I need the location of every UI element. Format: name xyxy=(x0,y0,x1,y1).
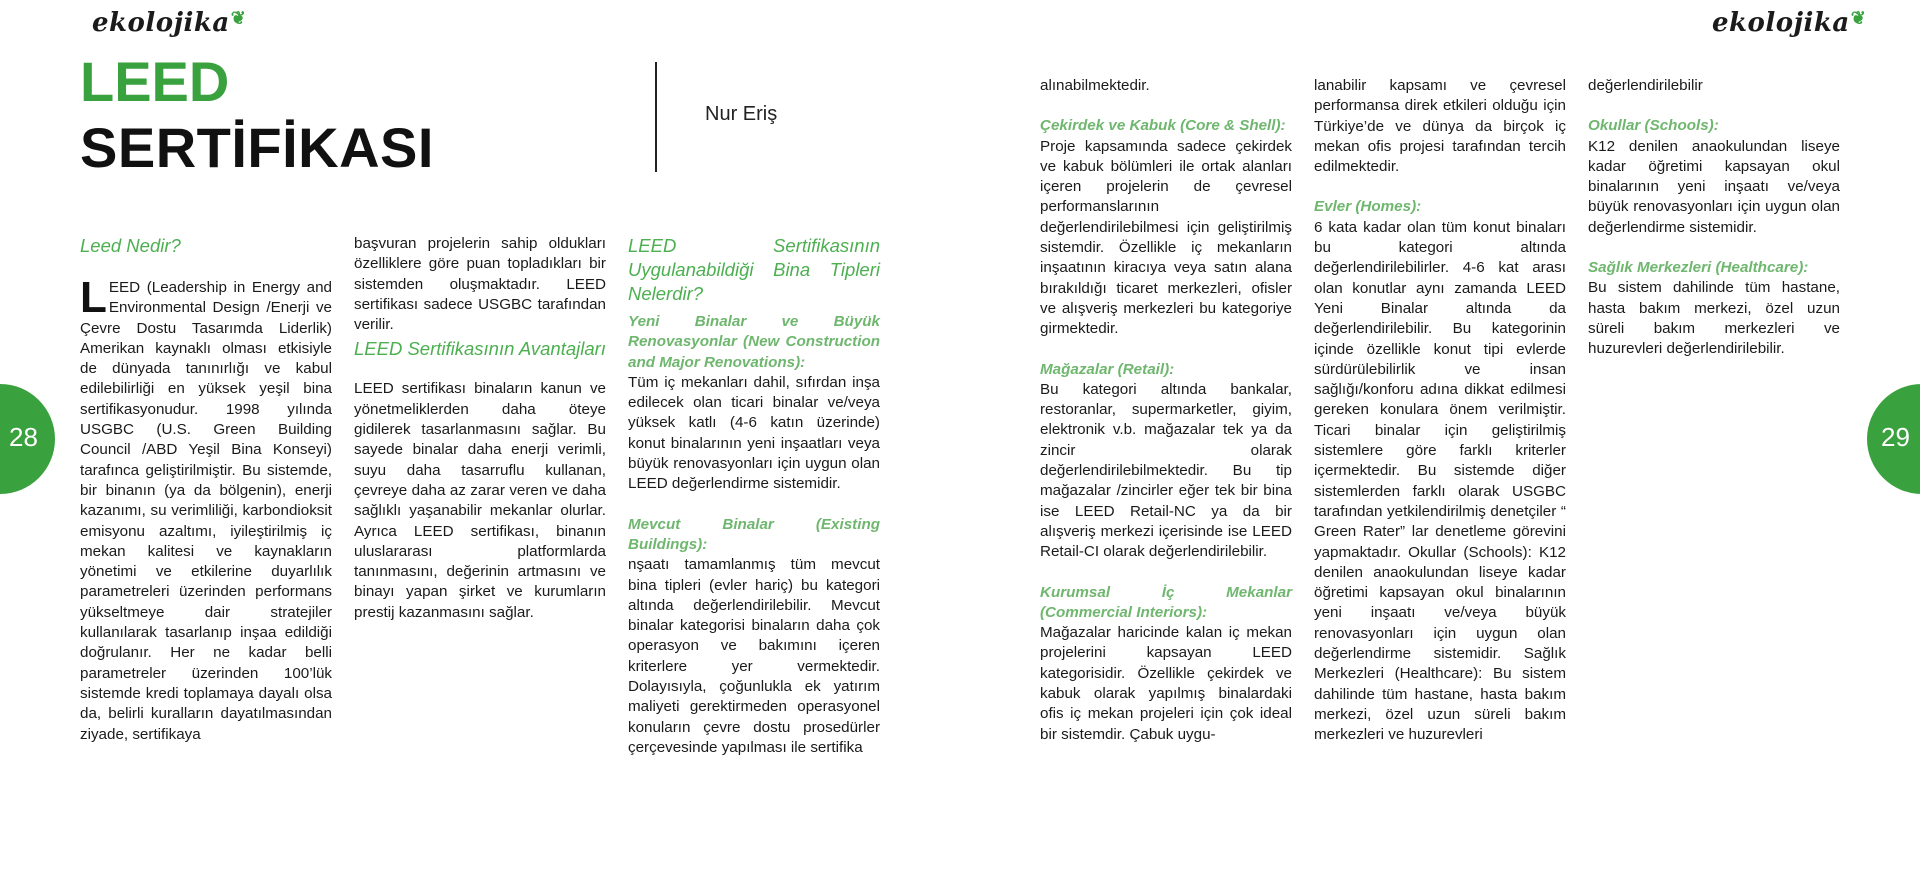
paragraph: 6 kata kadar olan tüm konut binaları bu kategori altında değerlendirilebilirler. 4-6 kat arası olan konutlar aynı zamanda LEED Yeni Binalar altında da değerlendirilebilir. Bu kategorinin içinde özellikle konut tipi evlerde sürdürülebilirlik ve insan sağlığı/konforu adına dikkat edilmesi gereken konulara önem verilmiştir. Ticari binalar için geliştirilmiş sistemlere göre farklı kriterler içermektedir. Bu sistemde diğer sistemlerden farklı olarak USGBC tarafından yetkilendirilmiş denetçiler “ Green Rater” lar denetleme görevini yapmaktadır. Okullar (Schools): K12 denilen anaokulundan liseye kadar öğretimi kapsayan okul binalarının yeni inşaatı ve/veya büyük renovasyonları için uygun olan değerlendirme sistemidir. Sağlık Merkezleri (Healthcare): Bu sistem dahilinde tüm hastane, hasta bakım merkezi, özel uzun süreli bakım merkezleri ve huzurevleri xyxy=(1314,218,1566,744)
section-heading: LEED Sertifikasının Uygulanabildiği Bina Tipleri Nelerdir? xyxy=(628,235,880,304)
paragraph: alınabilmektedir. xyxy=(1040,77,1150,94)
author: Nur Eriş xyxy=(705,103,778,125)
section-heading: LEED Sertifikasının Avantajları xyxy=(354,338,606,360)
title-line1: LEED xyxy=(80,50,230,113)
subheading: Okullar (Schools): xyxy=(1588,117,1719,135)
column-4 xyxy=(1040,76,1292,745)
paragraph: Proje kapsamında sadece çekirdek ve kabuk bölümleri ile ortak alanları içeren projelerin de çevresel performanslarının değerlendirilebilmesi için geliştirilmiş sistemdir. Özellikle iç mekanların inşaatının kiracıya veya satın alana bırakıldığı ticaret merkezleri, ofisler ve alışveriş merkezleri bu kategoriye girmektedir. xyxy=(1040,137,1292,338)
column-3 xyxy=(628,234,880,758)
section-heading: Leed Nedir? xyxy=(80,235,181,256)
page-number-left: 28 xyxy=(0,384,55,494)
subheading: Evler (Homes): xyxy=(1314,198,1422,216)
subheading: Mevcut Binalar (Existing Buildings): xyxy=(628,515,880,553)
title-line2: SERTİFİKASI xyxy=(80,116,434,179)
subheading: Kurumsal İç Mekanlar (Commercial Interiors): xyxy=(1040,583,1292,621)
logo-left: ekolojika❦ xyxy=(92,8,247,38)
paragraph: başvuran projelerin sahip oldukları özelliklere göre puan topladıkları bir sistemden oluşmaktadır. LEED sertifikası sadece USGBC tarafından verilir. xyxy=(354,235,606,334)
paragraph: EED (Leadership in Energy and Environmental Design /Enerji ve Çevre Dostu Tasarımda Liderlik) Amerikan kaynaklı olması etkisiyle de dünyada tanınırlığı ve kabul edilebilirliği en yüksek yeşil bina sertifikasyonudur. 1998 yılında USGBC (U.S. Green Building Council /ABD Yeşil Bina Konseyi) tarafınca geliştirilmiştir. Bu sistemde, bir binanın (ya da bölgenin), enerji kazanımı, su verimliliği, karbondioksit emisyonu azaltımı, iyileştirilmiş iç mekan kalitesi ve kaynakların yönetimi ve etkilerine duyarlılık parametreleri üzerinden performans yükseltmeye dair stratejiler kullanılarak tasarlanıp inşaa edildiği doğrulanır. Her ne kadar belli parametreler üzerinden 100’lük sistemde kredi toplamaya dayalı olsa da, belirli kuralların dayatılmasından ziyade, sertifikaya xyxy=(80,279,332,743)
paragraph: lanabilir kapsamı ve çevresel performansa direk etkileri olduğu için Türkiye’de ve dünya da birçok iç mekan ofis projesi tarafından tercih edilmektedir. xyxy=(1314,77,1566,176)
column-2 xyxy=(354,234,606,623)
divider xyxy=(655,62,657,172)
dropcap: L xyxy=(80,273,107,322)
paragraph: K12 denilen anaokulundan liseye kadar öğretimi kapsayan okul binalarının yeni inşaatı ve/veya büyük renovasyonları için uygun olan değerlendirme sistemidir. xyxy=(1588,137,1840,236)
column-5 xyxy=(1314,76,1566,746)
column-6 xyxy=(1588,76,1840,360)
leaf-icon: ❦ xyxy=(1850,8,1867,29)
paragraph: Tüm iç mekanları dahil, sıfırdan inşa edilecek olan ticari binalar ve/veya yüksek katlı (4-6 katın üzerinde) konut binalarının yeni inşaatları veya büyük renovasyonları için uygun olan LEED değerlendirme sistemidir. xyxy=(628,373,880,493)
page-number-right: 29 xyxy=(1867,384,1920,494)
paragraph: nşaatı tamamlanmış tüm mevcut bina tipleri (evler hariç) bu kategori altında değerlendirilebilir. Mevcut binalar kategorisi binaların daha çok operasyon ve bakımını içeren kriterlere yer vermektedir. Dolayısıyla, çoğunlukla ek yatırım maliyeti gerektirmeden operasyonel konuların çevre dostu prosedürler çerçevesinde yapılması ile sertifika xyxy=(628,556,880,756)
subheading: Mağazalar (Retail): xyxy=(1040,360,1175,378)
paragraph: LEED sertifikası binaların kanun ve yönetmeliklerden daha öteye gidilerek tasarlanmasını sağlar. Bu sayede binalar daha enerji verimli, suyu daha tasarruflu kullanan, çevreye daha az zarar veren ve daha sağlıklı yaşanabilir mekanlar olurlar. Ayrıca LEED sertifikası, binanın uluslararası platformlarda tanınmasını, değerinin artmasını ve binayı yapan şirket ve kurumların prestij kazanmasını sağlar. xyxy=(354,380,606,621)
paragraph: Bu kategori altında bankalar, restoranlar, supermarketler, giyim, elektronik v.b. mağazalar tek ya da zincir olarak değerlendirilebilmektedir. Bu tip mağazalar /zincirler eğer tek bir bina ise LEED Retail-NC ya da bir alışveriş merkezi içerisinde ise LEED Retail-CI olarak değerlendirilebilir. xyxy=(1040,380,1292,561)
subheading: Yeni Binalar ve Büyük Renovasyonlar (New Construction and Major Renovations): xyxy=(628,313,880,371)
paragraph: değerlendirilebilir xyxy=(1588,77,1703,94)
logo-right: ekolojika❦ xyxy=(1712,8,1867,38)
subheading: Çekirdek ve Kabuk (Core & Shell): xyxy=(1040,117,1286,135)
subheading: Sağlık Merkezleri (Healthcare): xyxy=(1588,259,1809,277)
paragraph: Mağazalar haricinde kalan iç mekan projelerini kapsayan LEED kategorisidir. Özellikle çekirdek ve kabuk olarak yapılmış binalardaki ofis iç mekan projeleri için çok ideal bir sistemdir. Çabuk uygu- xyxy=(1040,624,1292,743)
column-1 xyxy=(80,234,332,745)
leaf-icon: ❦ xyxy=(230,8,247,29)
paragraph: Bu sistem dahilinde tüm hastane, hasta bakım merkezi, özel uzun süreli bakım merkezleri ve huzurevleri değerlendirilebilir. xyxy=(1588,279,1840,358)
